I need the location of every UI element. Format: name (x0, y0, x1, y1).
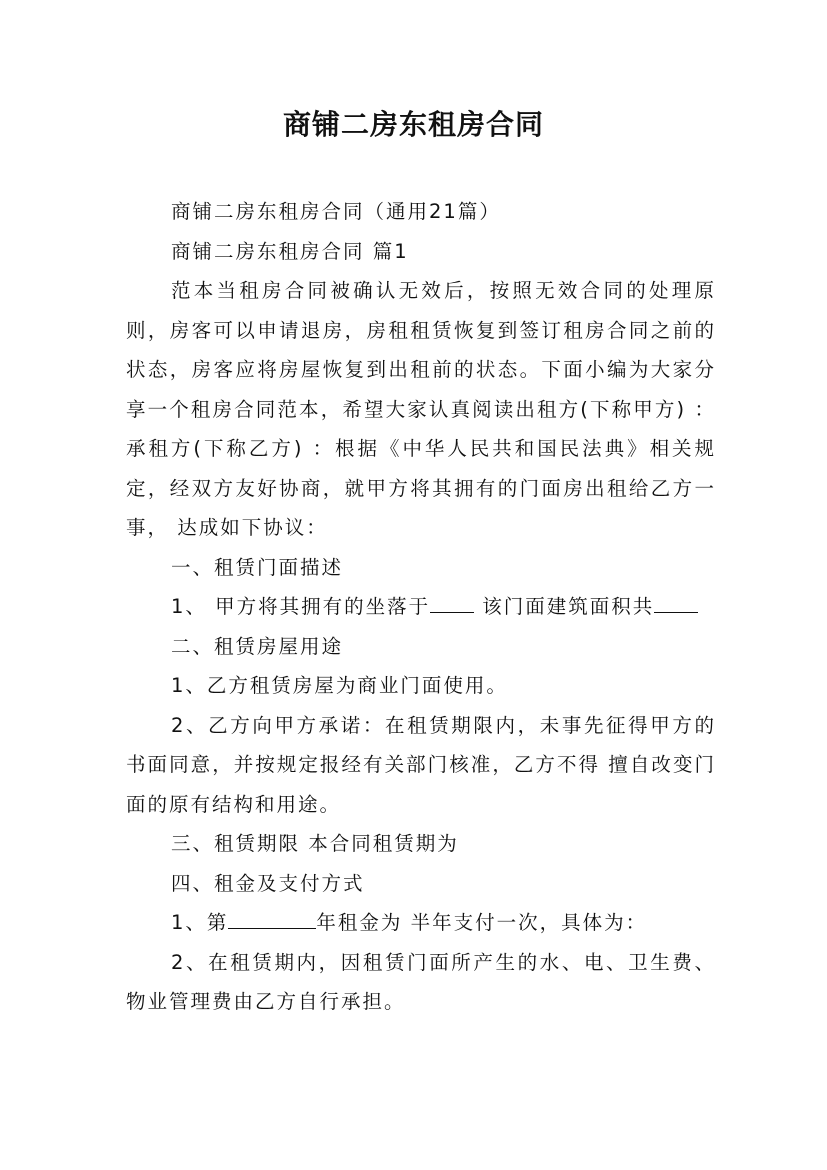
section-1-item-1 (126, 587, 716, 627)
fill-in-blank (654, 593, 698, 614)
section-4-item-1-text-a: 1、第 (171, 911, 229, 934)
document-title: 商铺二房东租房合同 (282, 108, 544, 141)
section-4-heading: 四、租金及支付方式 (171, 871, 365, 895)
subtitle-paragraph: 商铺二房东租房合同（通用21篇） (171, 200, 501, 223)
section-1-heading: 一、租赁门面描述 (171, 555, 344, 579)
section-4-item-2: 2、在租赁期内，因租赁门面所产生的水、电、卫生费、物业管理费由乙方自行承担。 (126, 950, 716, 1013)
section-3-heading: 三、租赁期限 本合同租赁期为 (171, 832, 459, 855)
section-1-item-1-text-a: 1、 甲方将其拥有的坐落于 (171, 595, 431, 618)
section-1-item-1-text-b: 该门面建筑面积共 (474, 595, 655, 618)
section-4-item-1 (126, 903, 716, 943)
fill-in-blank (228, 909, 316, 930)
section-4-item-1-text-b: 年租金为 半年支付一次，具体为： (316, 911, 648, 934)
part-heading: 商铺二房东租房合同 篇1 (171, 239, 409, 263)
fill-in-blank (430, 593, 474, 614)
intro-paragraph: 范本当租房合同被确认无效后，按照无效合同的处理原则，房客可以申请退房，房租租赁恢复到签订租房合同之前的状态，房客应将房屋恢复到出租前的状态。下面小编为大家分享一个租房合同范本，希望大家认真阅读出租方(下称甲方) ： 承租方(下称乙方) ：根据《中华人民共和国民法典》相关规定，经双方友好协商，就甲方将其拥有的门面房出租给乙方一事， 达成如下协议： (126, 279, 716, 539)
document-body (126, 192, 716, 1022)
section-2-item-1: 1、乙方租赁房屋为商业门面使用。 (171, 674, 508, 697)
section-2-item-2: 2、乙方向甲方承诺：在租赁期限内，未事先征得甲方的书面同意，并按规定报经有关部门核准，乙方不得 擅自改变门面的原有结构和用途。 (126, 713, 716, 816)
section-2-heading: 二、租赁房屋用途 (171, 634, 344, 658)
